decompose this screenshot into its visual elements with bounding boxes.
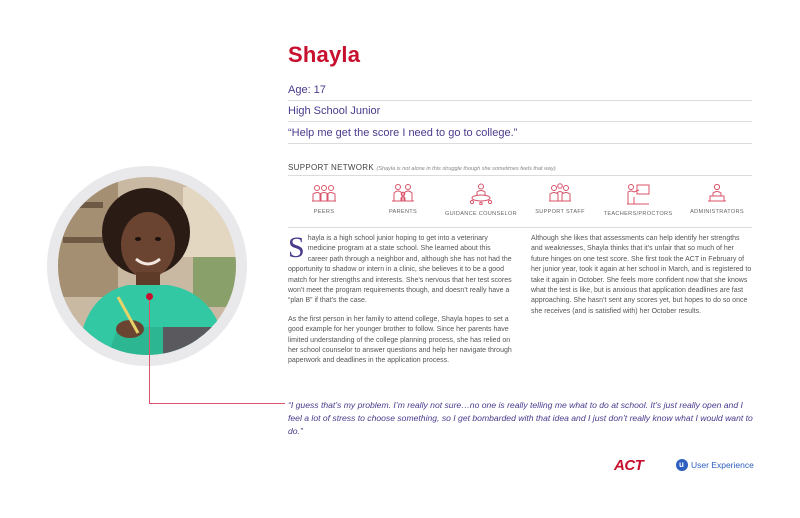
network-item-peers <box>284 183 364 215</box>
network-label: SUPPORT STAFF <box>535 209 585 215</box>
ux-label: User Experience <box>691 460 754 470</box>
act-logo: ACT <box>614 457 644 474</box>
parents-icon <box>391 183 415 203</box>
story-paragraph: As the first person in her family to attend college, Shayla hopes to set a good example for her younger brother to follow. Since her parents have limited understanding of the college planning process, she has relied on her school counselor to answer questions and help her navigate through paperwork and deadlines in the application process. <box>288 315 512 365</box>
support-network-note: (Shayla is not alone in this struggle though she sometimes feels that way) <box>376 166 556 172</box>
network-label: PEERS <box>313 209 335 215</box>
administrator-icon <box>705 183 729 203</box>
support-network-list <box>288 175 752 228</box>
teacher-icon <box>625 183 651 205</box>
connector-line <box>149 403 285 404</box>
network-label: TEACHERS/PROCTORS <box>603 211 673 217</box>
network-item-administrators <box>677 183 757 215</box>
dropcap: S <box>288 231 305 264</box>
network-item-support-staff <box>520 183 600 215</box>
network-label: ADMINISTRATORS <box>690 209 744 215</box>
persona-quote: “I guess that’s my problem. I’m really not sure…no one is really telling me what to do at school. It’s just really open and I feel a lot of stress to choose something, so I get bombarded with that idea and I just don’t really know what I would want to do.” <box>288 400 753 437</box>
persona-name: Shayla <box>288 42 361 67</box>
peers-icon <box>312 183 336 203</box>
network-item-guidance-counselor <box>441 183 521 217</box>
persona-grade: High School Junior <box>288 101 752 122</box>
story-column-right <box>531 234 753 325</box>
connector-pin <box>146 293 153 300</box>
story-paragraph: Shayla is a high school junior hoping to get into a veterinary medicine program at a state school. She learned about this career path through a neighbor and, although she has not had the opportunity to shadow or intern in a clinic, she believes it to be a good match for her strengths and interests. She’s nervous that her test scores won’t meet the program requirements though, and doesn’t really have a “plan B” if that’s the case. <box>288 231 512 305</box>
support-network-title: SUPPORT NETWORK <box>288 163 374 172</box>
support-staff-icon <box>548 183 572 203</box>
story-column-left <box>288 231 512 375</box>
story-paragraph: Although she likes that assessments can help identify her strengths and weaknesses, Shayla thinks that it’s unfair that so much of her future hinges on one test score. She first took the ACT in February of her junior year, took it again at her school in March, and is registered to take it again in October. She feels more confident now that she knows what the test is like, but is anxious that application deadlines are fast approaching. She hasn’t sent any scores yet, but hopes to do so once she receives (and is satisfied with) her October results. <box>531 235 752 315</box>
persona-photo <box>58 177 236 355</box>
ux-logo-icon: u <box>676 459 688 471</box>
network-item-teachers-proctors <box>598 183 678 217</box>
network-label: PARENTS <box>388 209 418 215</box>
persona-age: Age: 17 <box>288 80 752 101</box>
counselor-icon <box>469 183 493 205</box>
support-network-heading <box>288 163 556 172</box>
persona-motto: “Help me get the score I need to go to college.” <box>288 123 752 144</box>
network-item-parents <box>363 183 443 215</box>
network-label: GUIDANCE COUNSELOR <box>445 211 517 217</box>
connector-line <box>149 296 150 404</box>
